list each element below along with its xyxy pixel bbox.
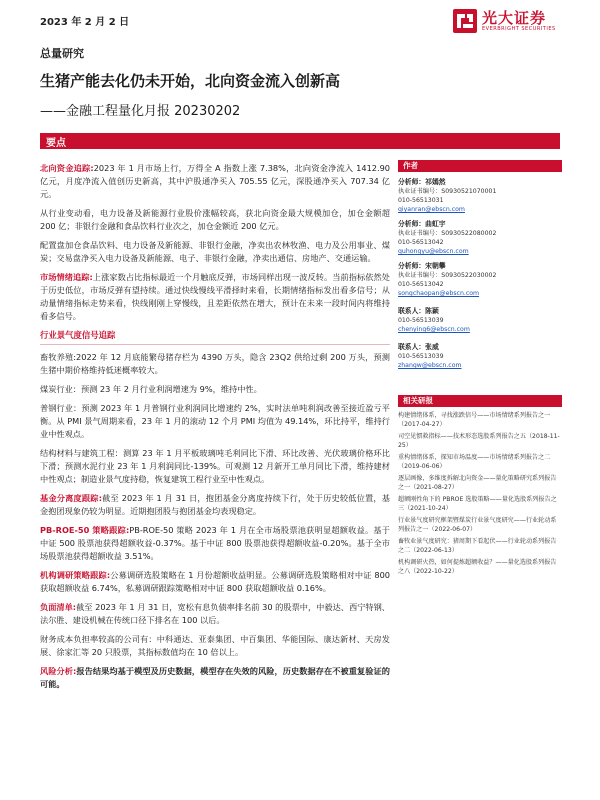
key-points-bar xyxy=(40,133,560,149)
paragraph-sentiment: 市场情绪追踪:上涨家数占比指标最近一个月触底反弹，市场同样出现一波反转。当前指标依然处于历史低位，市场反弹有望持续。通过快线慢线平滑择时来看，长期情绪指标发出看多信号；从动量情绪指标走势来看，快线刚刚上穿慢线，且差距依然在增大，预计在未来一段时间内将维持看多信号。 xyxy=(40,272,390,321)
related-report-item[interactable]: 重构情绪体系，探知市场温度——市场情绪系列报告之二（2019-06-06） xyxy=(398,454,551,470)
analyst-card: 分析师：曲虹宇 执业证书编号：S0930522080002 010-56513042 quhongyu@ebscn.com xyxy=(398,220,562,256)
related-report-item[interactable]: 司空见惯救指标——技术形态选股系列报告之五（2018-11-25） xyxy=(398,433,560,449)
analyst-card: 分析师：祁嫣然 执业证书编号：S0930521070001 010-56513031 qiyanran@ebscn.com xyxy=(398,178,562,214)
related-report-item[interactable]: 畜牧业景气度研究：猪周期下看起伏——行业轮动系列报告之二（2022-06-13） xyxy=(398,538,557,554)
report-title: 生猪产能去化仍未开始，北向资金流入创新高 xyxy=(40,72,341,90)
industry-signal-heading: 行业景气度信号追踪 xyxy=(40,329,390,345)
main-content xyxy=(40,162,390,697)
sidebar xyxy=(398,160,562,579)
paragraph-pbroe: PB-ROE-50 策略跟踪:PB-ROE-50 策略 2023 年 1 月在全市场股票池获明显超额收益。基于中证 500 股票池获得超额收益-0.37%。基于中证 800 股票池获得超额收益-0.20%。基于全市场股票池获得超额收益 3.51%。 xyxy=(40,525,390,561)
analyst-email-link[interactable]: qiyanran@ebscn.com xyxy=(398,206,465,213)
lead-negative-list: 负面清单: xyxy=(40,602,77,612)
paragraph-fund-separation: 基金分离度跟踪:截至 2023 年 1 月 31 日，抱团基金分离度持续下行，处于历史较低位置，基金抱团现象仍较为明显。近期抱团股与抱团基金均表现稳定。 xyxy=(40,493,390,516)
paragraph-risk: 风险分析:报告结果均基于模型及历史数据，模型存在失效的风险，历史数据存在不被重复验证的可能。 xyxy=(40,666,390,689)
paragraph-steel: 普钢行业：预测 2023 年 1 月普钢行业利润同比增速约 2%，实时法单吨利润改善至接近盈亏平衡。从 PMI 景气周期来看，23 年 1 月的滚动 12 个月 PMI 均值为 49.14%，环比持平，维持行业中性观点。 xyxy=(40,403,390,439)
related-report-item[interactable]: 机构调研火热，如何提炼超额收益？——量化选股系列报告之八（2022-10-22） xyxy=(398,559,557,575)
lead-fund-separation: 基金分离度跟踪: xyxy=(40,493,102,503)
paragraph-materials: 结构材料与建筑工程：测算 23 年 1 月平板玻璃吨毛利同比下滑、环比改善、光伏玻璃价格环比下滑；预测水泥行业 23 年 1 月利润同比-139%。可观测 12 月新开工单月同比下滑，维持建材中性观点；制造业景气度持稳，恢复建筑工程行业至中性观点。 xyxy=(40,448,390,484)
lead-risk: 风险分析: xyxy=(40,666,77,676)
paragraph-northbound: 北向资金追踪:2023 年 1 月市场上行，万得全 A 指数上涨 7.38%，北向资金净流入 1412.90 亿元，月度净流入值创历史新高，其中沪股通净买入 705.55 亿元，深股通净买入 707.34 亿元。 xyxy=(40,163,391,199)
related-report-item[interactable]: 构建情绪体系，寻找涨跌信号——市场情绪系列报告之一（2017-04-27） xyxy=(398,412,551,428)
lead-institutional: 机构调研策略跟踪: xyxy=(40,570,111,580)
related-report-item[interactable]: 超额刚性角下的 PBROE 选股策略——量化选股系列报告之三（2021-10-24） xyxy=(398,496,557,512)
related-reports-list xyxy=(398,411,562,576)
analyst-email-link[interactable]: songchaopan@ebscn.com xyxy=(398,290,480,297)
report-date: 2023 年 2 月 2 日 xyxy=(40,17,130,28)
paragraph-allocation: 配置盘加仓食品饮料、电力设备及新能源、非银行金融，净卖出农林牧渔、电力及公用事业、煤炭；交易盘净买入电力设备及新能源、电子、非银行金融，净卖出通信、房地产、交通运输。 xyxy=(40,240,390,263)
related-report-item[interactable]: 行业景气度研究框架暨煤炭行业景气度研究——行业轮动系列报告之一（2022-06-07） xyxy=(398,517,557,533)
everbright-logo-icon xyxy=(452,8,478,34)
logo-english-name: EVERBRIGHT SECURITIES xyxy=(482,26,556,32)
report-subtitle: ——金融工程量化月报 20230202 xyxy=(40,104,241,119)
paragraph-financial-cost: 财务成本负担率较高的公司有：中科通达、亚泰集团、中百集团、华能国际、康达新材、天房发展、徐家汇等 20 只股票，其指标数值均在 10 倍以上。 xyxy=(40,634,390,657)
paragraph-negative-list: 负面清单:截至 2023 年 1 月 31 日，宽松有息负债率排名前 30 的股票中，中毅达、西宁特钢、法尔胜、建设机械在传统口径下排名在 100 以后。 xyxy=(40,602,390,625)
paragraph-institutional: 机构调研策略跟踪:公募调研选股策略在 1 月份超额收益明显。公募调研选股策略相对中证 800 获取超额收益 6.74%，私募调研跟踪策略相对中证 800 获取超额收益 0.16%。 xyxy=(40,570,390,593)
contact-email-link[interactable]: zhangw@ebscn.com xyxy=(398,362,462,369)
related-report-item[interactable]: 逐层画像，多维度拆解北向资金——量化策略研究系列报告之一（2021-08-27） xyxy=(398,475,557,491)
authors-header: 作者 xyxy=(398,160,562,172)
paragraph-livestock: 畜牧养殖:2022 年 12 月底能繁母猪存栏为 4390 万头，隐含 23Q2 供给过剩 200 万头，预测生猪中期价格维持低迷概率较大。 xyxy=(40,352,390,375)
paragraph-coal: 煤炭行业：预测 23 年 2 月行业利润增速为 9%，维持中性。 xyxy=(40,384,262,394)
related-reports-header: 相关研报 xyxy=(398,395,562,407)
analyst-email-link[interactable]: quhongyu@ebscn.com xyxy=(398,248,469,255)
related-reports xyxy=(398,395,562,576)
analyst-card: 分析师：宋朝攀 执业证书编号：S0930522030002 010-56513042 songchaopan@ebscn.com xyxy=(398,262,562,298)
contact-card: 联系人：陈颖 010-56513039 chenying6@ebscn.com xyxy=(398,307,562,334)
contact-email-link[interactable]: chenying6@ebscn.com xyxy=(398,326,470,333)
company-logo xyxy=(452,8,556,34)
logo-chinese-name: 光大证券 xyxy=(482,9,547,27)
contact-card: 联系人：张威 010-56513039 zhangw@ebscn.com xyxy=(398,343,562,370)
lead-sentiment: 市场情绪追踪: xyxy=(40,272,93,282)
report-category: 总量研究 xyxy=(40,47,84,60)
paragraph-industry-change: 从行业变动看，电力设备及新能源行业股价涨幅较高，获北向资金最大规模加仓，加仓金额超 200 亿；非银行金融和食品饮料行业次之，加仓金额近 200 亿元。 xyxy=(40,208,390,231)
lead-northbound: 北向资金追踪: xyxy=(40,163,94,173)
key-points-label: 要点 xyxy=(46,138,66,149)
lead-pbroe: PB-ROE-50 策略跟踪: xyxy=(40,525,130,535)
